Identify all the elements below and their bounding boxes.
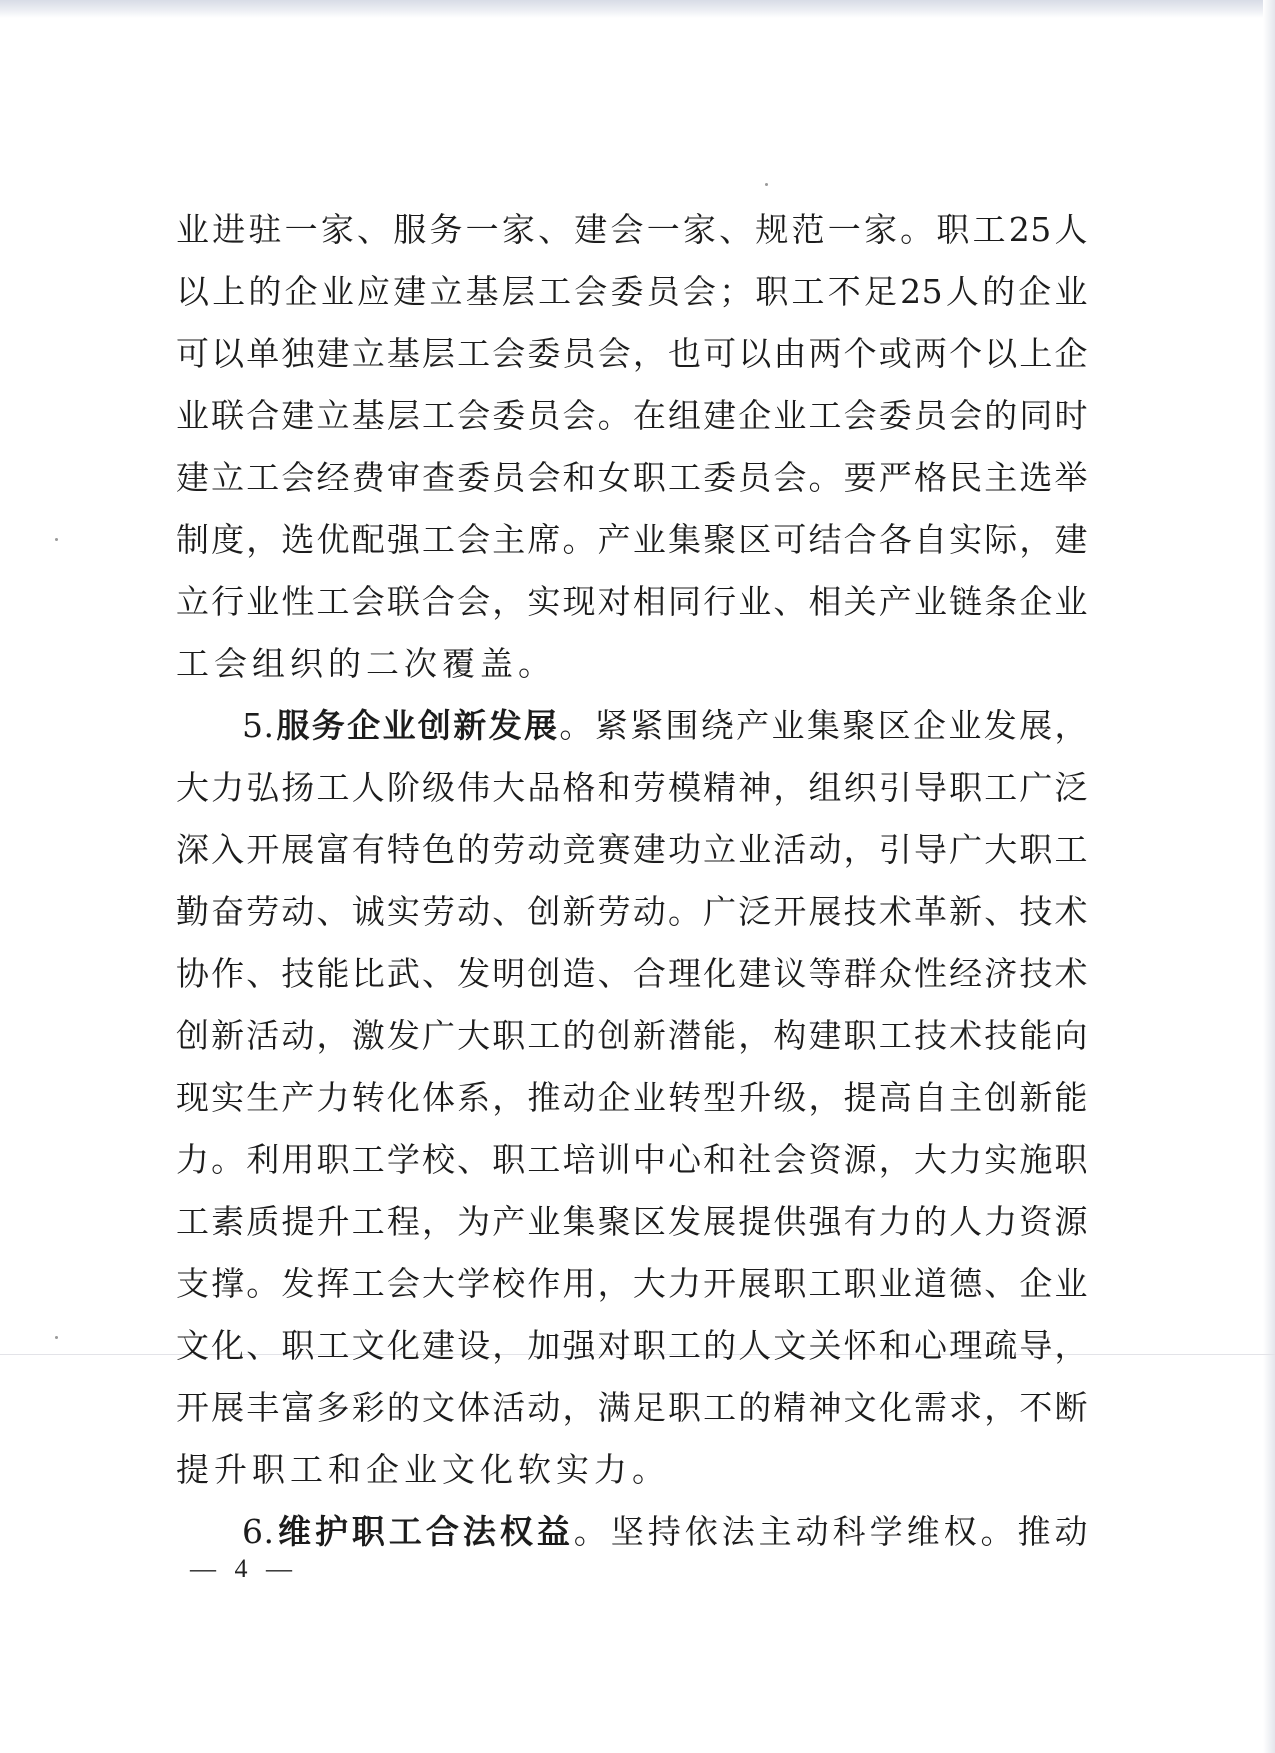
- paragraph-line: 工会组织的二次覆盖。: [176, 644, 556, 683]
- paragraph-line: 可以单独建立基层工会委员会，也可以由两个或两个以上企: [176, 334, 1088, 373]
- section-5-first-line: [176, 701, 1088, 751]
- paragraph-line: 现实生产力转化体系，推动企业转型升级，提高自主创新能: [176, 1078, 1088, 1117]
- paragraph-line: 立行业性工会联合会，实现对相同行业、相关产业链条企业: [176, 582, 1088, 621]
- paragraph-line: 创新活动，激发广大职工的创新潜能，构建职工技术技能向: [176, 1016, 1088, 1055]
- paragraph-line: 勤奋劳动、诚实劳动、创新劳动。广泛开展技术革新、技术: [176, 892, 1088, 931]
- paragraph-line: 深入开展富有特色的劳动竞赛建功立业活动，引导广大职工: [176, 830, 1088, 869]
- section-6-number: 6.: [242, 1512, 275, 1551]
- paragraph-line: 开展丰富多彩的文体活动，满足职工的精神文化需求，不断: [176, 1388, 1088, 1427]
- section-6-first-line-text: 。坚持依法主动科学维权。推动: [573, 1512, 1089, 1551]
- paragraph-line: 力。利用职工学校、职工培训中心和社会资源，大力实施职: [176, 1140, 1088, 1179]
- paragraph-line: 建立工会经费审查委员会和女职工委员会。要严格民主选举: [176, 458, 1088, 497]
- paragraph-line: 业进驻一家、服务一家、建会一家、规范一家。职工25人: [176, 210, 1088, 249]
- paragraph-line: 制度，选优配强工会主席。产业集聚区可结合各自实际，建: [176, 520, 1088, 559]
- section-5-heading: 服务企业创新发展: [274, 706, 560, 745]
- paragraph-line: 文化、职工文化建设，加强对职工的人文关怀和心理疏导，: [176, 1326, 1088, 1365]
- paragraph-line: 大力弘扬工人阶级伟大品格和劳模精神，组织引导职工广泛: [176, 768, 1088, 807]
- section-6-first-line: [176, 1507, 1088, 1557]
- paragraph-line: 业联合建立基层工会委员会。在组建企业工会委员会的同时: [176, 396, 1088, 435]
- page-number: — 4 —: [190, 1554, 298, 1583]
- section-5-number: 5.: [242, 706, 275, 745]
- section-5-first-line-text: 。紧紧围绕产业集聚区企业发展，: [559, 706, 1089, 745]
- paragraph-line: 工素质提升工程，为产业集聚区发展提供强有力的人力资源: [176, 1202, 1088, 1241]
- paragraph-line: 支撑。发挥工会大学校作用，大力开展职工职业道德、企业: [176, 1264, 1088, 1303]
- section-6-heading: 维护职工合法权益: [274, 1512, 574, 1551]
- paragraph-line: 以上的企业应建立基层工会委员会；职工不足25人的企业: [176, 272, 1088, 311]
- paragraph-line: 协作、技能比武、发明创造、合理化建议等群众性经济技术: [176, 954, 1088, 993]
- paragraph-line: 提升职工和企业文化软实力。: [176, 1450, 670, 1489]
